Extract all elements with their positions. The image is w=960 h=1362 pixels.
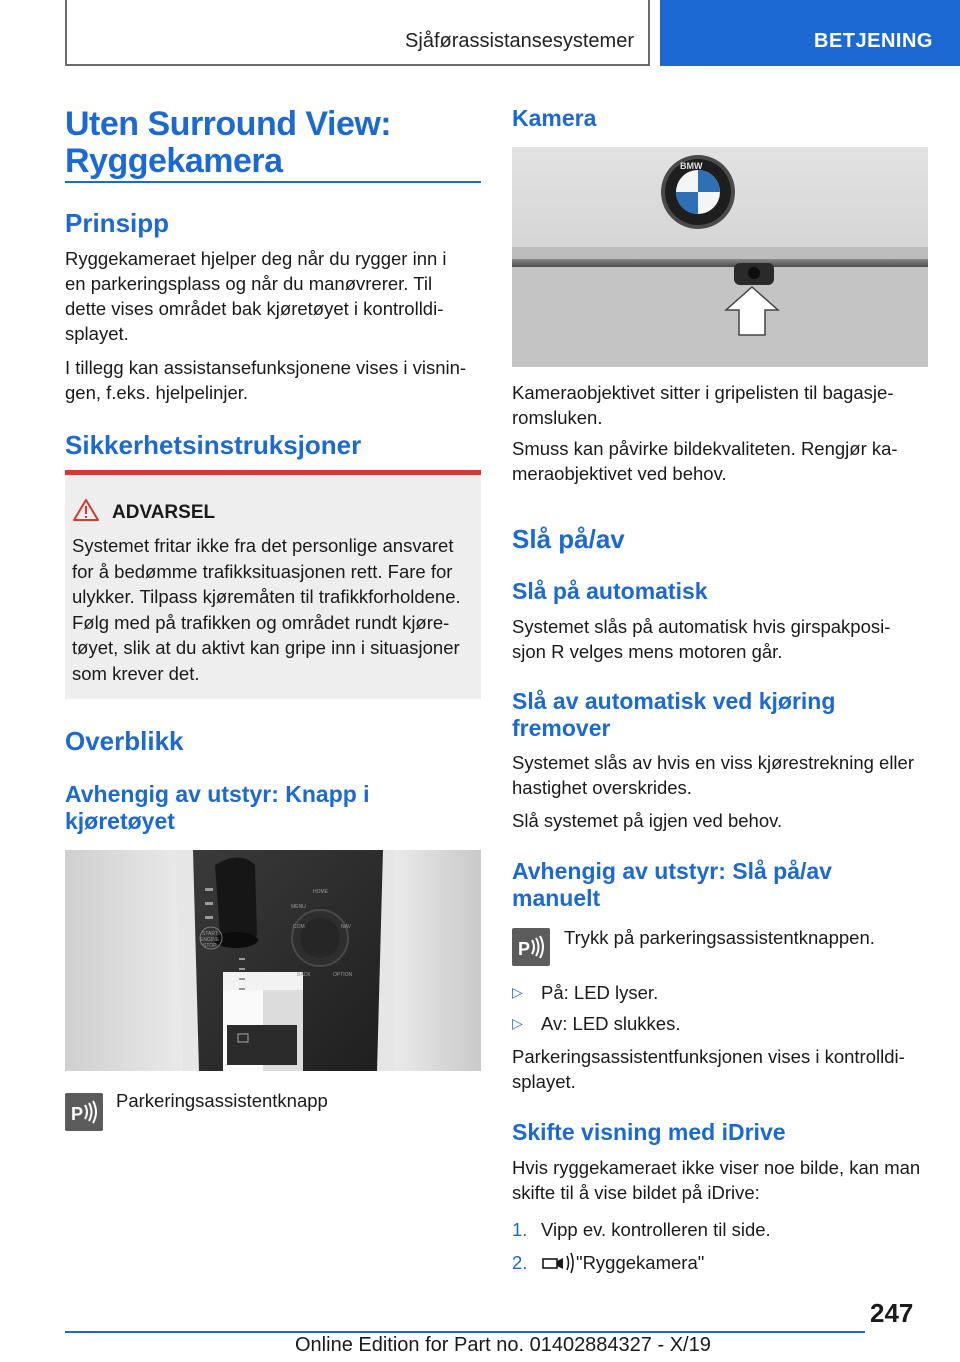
heading-auto-off-line2: fremover: [512, 715, 611, 741]
step-text: "Ryggekamera": [576, 1252, 705, 1273]
warning-text: Systemet fritar ikke fra det personlige ansvaret for å bedømme trafikksituasjonen rett. Fare for ulykker. Tilpass kjøremåten til trafikkforholdene. Følg med på trafikken og området rundt kjøre- tøyet, slik at du aktivt kan gripe inn i situasjoner som krever det.: [72, 535, 461, 684]
heading-overview: Overblikk: [65, 726, 184, 756]
title-rule: [65, 181, 481, 183]
heading-equipment-line1: Avhengig av utstyr: Knapp i: [65, 781, 370, 807]
manual-instruction: Trykk på parkeringsassistentknappen.: [564, 927, 875, 948]
prinsipp-paragraph-2: I tillegg kan assistansefunksjonene vises i visnin- gen, f.eks. hjelpelinjer.: [65, 357, 467, 403]
footer-rule: [65, 1331, 865, 1333]
heading-auto-on: Slå på automatisk: [512, 578, 708, 604]
header-chapter-tab: [660, 0, 960, 66]
heading-safety: Sikkerhetsinstruksjoner: [65, 430, 362, 460]
svg-text:STOP: STOP: [203, 943, 217, 949]
rear-camera-icon: [541, 1250, 579, 1274]
heading-equipment-line2: kjøretøyet: [65, 808, 175, 834]
svg-text:P: P: [518, 939, 531, 959]
step-number: 2.: [512, 1252, 528, 1273]
svg-text:COM: COM: [293, 924, 305, 930]
list-item: ▷ Av: LED slukkes.: [512, 1013, 681, 1034]
svg-text:BMW: BMW: [680, 161, 703, 171]
heading-manual-line1: Avhengig av utstyr: Slå på/av: [512, 858, 832, 884]
camera-paragraph-1: Kameraobjektivet sitter i gripelisten til bagasje- romsluken.: [512, 382, 894, 428]
page-number: 247: [870, 1298, 914, 1328]
parking-assist-icon: [512, 928, 550, 966]
svg-text:HOME: HOME: [313, 889, 328, 895]
step-number: 1.: [512, 1219, 528, 1240]
manual-paragraph: Parkeringsassistentfunksjonen vises i kontrolldi- splayet.: [512, 1046, 905, 1092]
auto-on-paragraph: Systemet slås på automatisk hvis girspakposi- sjon R velges mens motoren går.: [512, 616, 891, 662]
footer-edition: Online Edition for Part no. 01402884327 - X/19: [295, 1334, 711, 1356]
warning-box: [65, 470, 481, 699]
heading-camera: Kamera: [512, 105, 597, 131]
step-item: [512, 1250, 932, 1275]
step-text: Vipp ev. kontrolleren til side.: [541, 1219, 771, 1240]
auto-off-paragraph-1: Systemet slås av hvis en viss kjørestrekning eller hastighet overskrides.: [512, 752, 914, 798]
header-section-title: Sjåførassistansesystemer: [405, 30, 634, 52]
svg-text:P: P: [71, 1104, 84, 1124]
warning-triangle-icon: [73, 499, 99, 521]
auto-off-paragraph-2: Slå systemet på igjen ved behov.: [512, 810, 783, 831]
rear-camera-photo: [512, 147, 928, 367]
list-item: ▷ På: LED lyser.: [512, 982, 659, 1003]
warning-title: ADVARSEL: [112, 502, 216, 523]
header-section-box: [65, 0, 650, 66]
prinsipp-paragraph-1: Ryggekameraet hjelper deg når du rygger inn i en parkeringsplass og når du manøvrerer. Til dette vises området bak kjøretøyet i kontrolldi- splayet.: [65, 248, 447, 344]
heading-auto-off-line1: Slå av automatisk ved kjøring: [512, 688, 836, 714]
heading-manual-line2: manuelt: [512, 885, 601, 911]
svg-text:START: START: [202, 931, 218, 937]
parking-assist-button-icon: [65, 1093, 103, 1131]
heading-prinsipp: Prinsipp: [65, 208, 170, 238]
svg-text:BACK: BACK: [297, 972, 311, 978]
header-chapter-label: BETJENING: [814, 30, 933, 52]
svg-text:MENU: MENU: [291, 904, 306, 910]
svg-text:NAV: NAV: [341, 924, 351, 930]
page-title-line1: Uten Surround View:: [65, 105, 392, 143]
svg-text:ENGINE: ENGINE: [200, 937, 220, 943]
bullet-triangle-icon: ▷: [512, 984, 523, 1000]
button-caption: Parkeringsassistentknapp: [116, 1090, 328, 1111]
bullet-triangle-icon: ▷: [512, 1015, 523, 1031]
camera-paragraph-2: Smuss kan påvirke bildekvaliteten. Rengjør ka- meraobjektivet ved behov.: [512, 438, 898, 484]
heading-idrive: Skifte visning med iDrive: [512, 1119, 786, 1145]
idrive-paragraph: Hvis ryggekameraet ikke viser noe bilde, kan man skifte til å vise bildet på iDrive:: [512, 1157, 921, 1203]
center-console-photo: [65, 850, 481, 1071]
page-title-line2: Ryggekamera: [65, 142, 283, 180]
step-item: [512, 1217, 932, 1242]
svg-text:OPTION: OPTION: [333, 972, 353, 978]
heading-on-off: Slå på/av: [512, 524, 625, 554]
